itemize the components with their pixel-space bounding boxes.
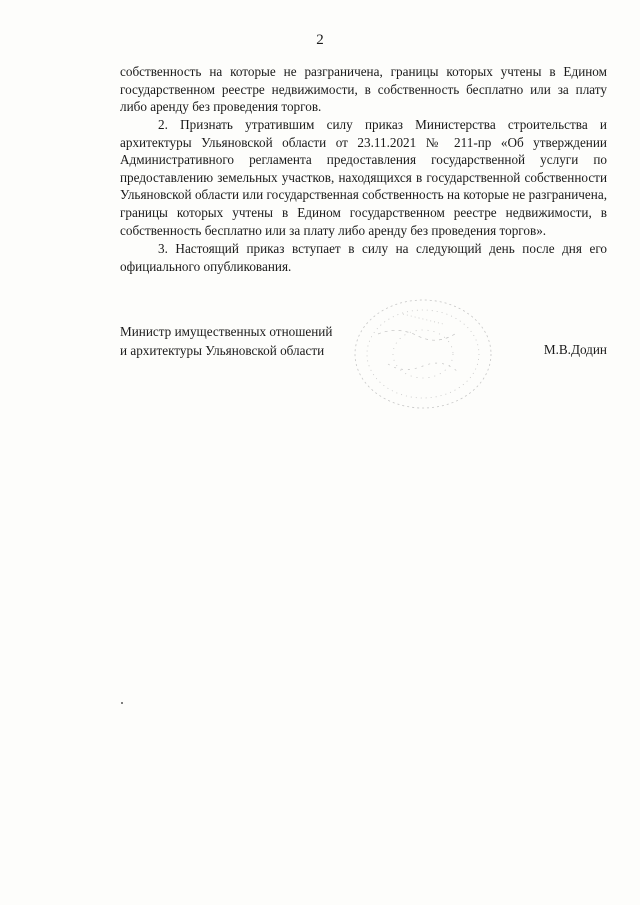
official-seal-stamp (348, 294, 498, 414)
paragraph-item-2 (120, 116, 607, 239)
signatory-name: М.В.Додин (543, 342, 607, 357)
paragraph-3-text: 3. Настоящий приказ вступает в силу на следующий день после дня его официального опубликования. (120, 241, 607, 274)
scan-speck (121, 702, 123, 704)
signatory-title (120, 323, 350, 360)
page-number: 2 (316, 32, 324, 48)
signatory-title-line-2: и архитектуры Ульяновской области (120, 342, 325, 358)
paragraph-2-text: 2. Признать утратившим силу приказ Министерства строительства и архитектуры Ульяновской области от 23.11.2021 № 211-пр «Об утверждении Административного регламента предоставления государственной услуги по предоставлению земельных участков, находящихся в государственной собственности Ульяновской области или государственная собственность на которые не разграничена, границы которых учтены в Едином государственном реестре недвижимости, в собственность бесплатно или за плату либо аренду без проведения торгов». (120, 117, 607, 238)
signatory-title-line-1: Министр имущественных отношений (120, 324, 333, 339)
paragraph-continuation (120, 63, 607, 116)
paragraph-1-text: собственность на которые не разграничена, границы которых учтены в Едином государственном реестре недвижимости, в собственность бесплатно или за плату либо аренду без проведения торгов. (120, 64, 607, 115)
paragraph-item-3 (120, 240, 607, 275)
